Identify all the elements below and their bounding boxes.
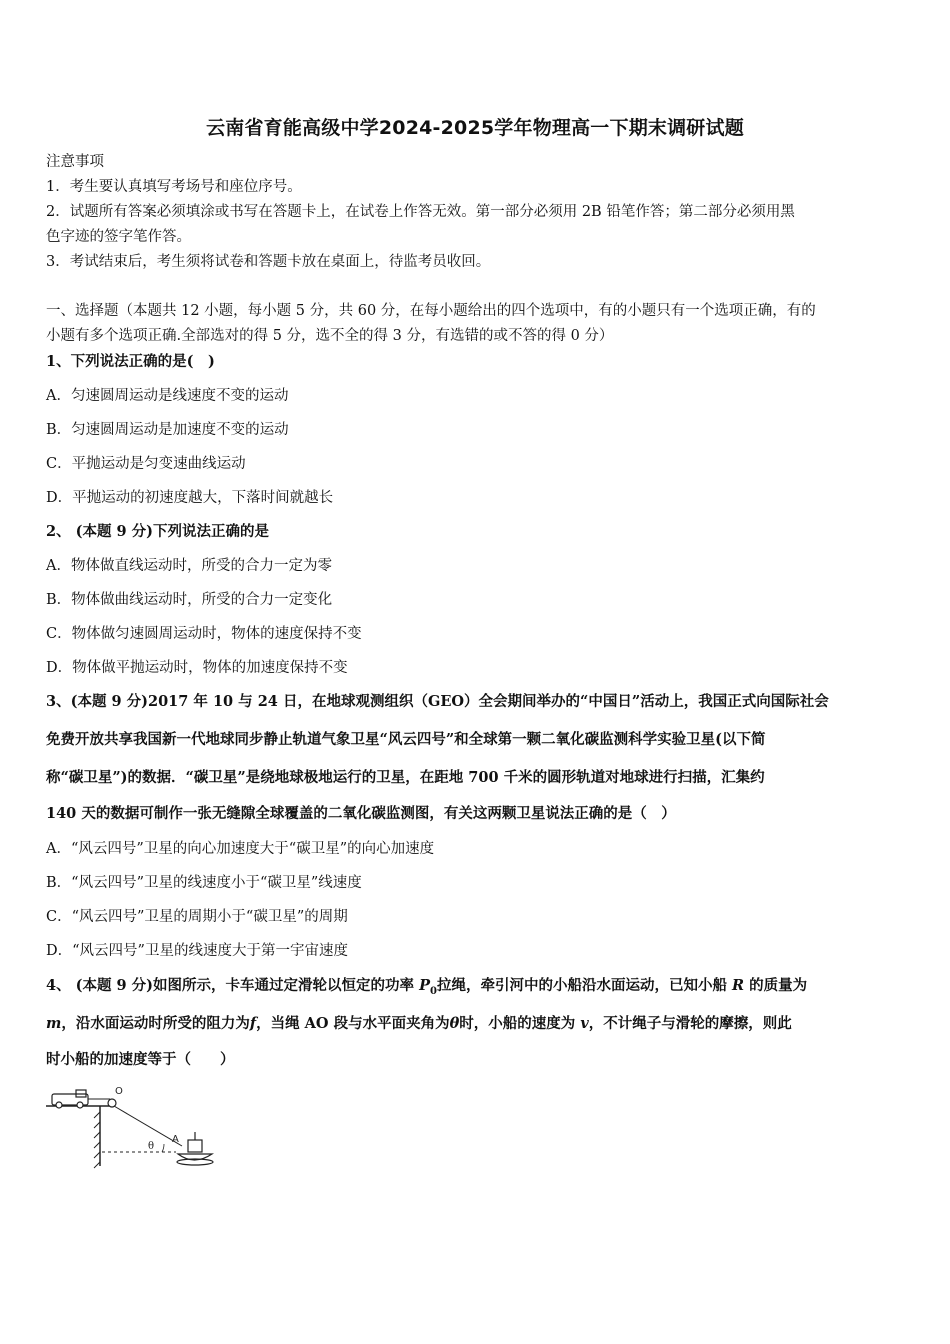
question-1-option-d: D．平抛运动的初速度越大，下落时间就越长 (46, 490, 334, 506)
boat-icon (177, 1132, 213, 1165)
velocity-symbol: v (580, 1015, 589, 1032)
question-2-option-a: A．物体做直线运动时，所受的合力一定为零 (46, 558, 332, 574)
question-1-option-a: A．匀速圆周运动是线速度不变的运动 (46, 388, 289, 404)
truck-pulley-figure (44, 1082, 224, 1172)
question-3-option-b: B．“风云四号”卫星的线速度小于“碳卫星”线速度 (46, 875, 362, 891)
question-2-option-c: C．物体做匀速圆周运动时，物体的速度保持不变 (46, 626, 362, 642)
question-2-option-b: B．物体做曲线运动时，所受的合力一定变化 (46, 592, 333, 608)
question-1-option-c: C．平抛运动是匀变速曲线运动 (46, 456, 246, 472)
section-heading: 一、选择题（本题共 12 小题，每小题 5 分，共 60 分，在每小题给出的四个选项中，有的小题只有一个选项正确，有的 (46, 303, 816, 319)
question-4-stem-cont: 时小船的加速度等于（ ） (46, 1051, 235, 1068)
question-3-option-a: A．“风云四号”卫星的向心加速度大于“碳卫星”的向心加速度 (46, 841, 435, 857)
force-symbol: f (249, 1015, 257, 1032)
mass-symbol: m (46, 1015, 62, 1032)
q4-text: ，沿水面运动时所受的阻力为 (61, 1015, 250, 1032)
question-3-stem-cont: 免费开放共享我国新一代地球同步静止轨道气象卫星“风云四号”和全球第一颗二氧化碳监测科学实验卫星(以下简 (46, 731, 766, 748)
question-3-stem-cont: 称“碳卫星”)的数据．“碳卫星”是绕地球极地运行的卫星，在距地 700 千米的圆形轨道对地球进行扫描，汇集约 (46, 769, 765, 786)
notice-item: 1．考生要认真填写考场号和座位序号。 (46, 179, 302, 195)
q4-text: 4、 (本题 9 分)如图所示，卡车通过定滑轮以恒定的功率 (46, 977, 420, 994)
power-symbol: P (419, 977, 430, 994)
question-3-stem: 3、(本题 9 分)2017 年 10 与 24 日，在地球观测组织（GEO）全会期间举办的“中国日”活动上，我国正式向国际社会 (46, 693, 829, 710)
q4-text: ，当绳 AO 段与水平面夹角为 (256, 1015, 450, 1032)
truck-icon (52, 1090, 88, 1108)
power-subscript: 0 (430, 985, 437, 997)
question-3-option-d: D．“风云四号”卫星的线速度大于第一宇宙速度 (46, 943, 348, 959)
pulley-icon (108, 1099, 116, 1107)
label-theta: θ (148, 1141, 155, 1152)
notice-item: 色字迹的签字笔作答。 (46, 229, 191, 245)
question-2-stem: 2、 (本题 9 分)下列说法正确的是 (46, 523, 270, 540)
notice-heading: 注意事项 (46, 154, 104, 170)
question-4-stem-cont (46, 1014, 908, 1034)
notice-item: 2．试题所有答案必须填涂或书写在答题卡上，在试卷上作答无效。第一部分必须用 2B 铅笔作答；第二部分必须用黑 (46, 204, 795, 220)
boat-symbol: R (732, 977, 745, 994)
question-1-stem: 1、下列说法正确的是( ) (46, 353, 215, 370)
q4-text: 的质量为 (744, 977, 808, 994)
question-1-option-b: B．匀速圆周运动是加速度不变的运动 (46, 422, 289, 438)
section-heading-cont: 小题有多个选项正确.全部选对的得 5 分，选不全的得 3 分，有选错的或不答的得 0 分） (46, 328, 614, 344)
theta-symbol: θ (449, 1015, 460, 1032)
label-a: A (172, 1134, 179, 1145)
question-3-option-c: C．“风云四号”卫星的周期小于“碳卫星”的周期 (46, 909, 348, 925)
page-title: 云南省育能高级中学2024-2025学年物理高一下期末调研试题 (206, 117, 744, 139)
question-3-stem-cont: 140 天的数据可制作一张无缝隙全球覆盖的二氧化碳监测图，有关这两颗卫星说法正确的是（ ） (46, 805, 676, 822)
label-o: O (115, 1086, 123, 1097)
q4-text: 拉绳，牵引河中的小船沿水面运动，已知小船 (436, 977, 733, 994)
cliff-hatching (94, 1112, 100, 1168)
question-2-option-d: D．物体做平抛运动时，物体的加速度保持不变 (46, 660, 348, 676)
notice-item: 3．考试结束后，考生须将试卷和答题卡放在桌面上，待监考员收回。 (46, 254, 491, 270)
q4-text: ，不计绳子与滑轮的摩擦，则此 (588, 1015, 792, 1032)
q4-text: 时，小船的速度为 (459, 1015, 581, 1032)
question-4-stem (46, 976, 908, 1002)
